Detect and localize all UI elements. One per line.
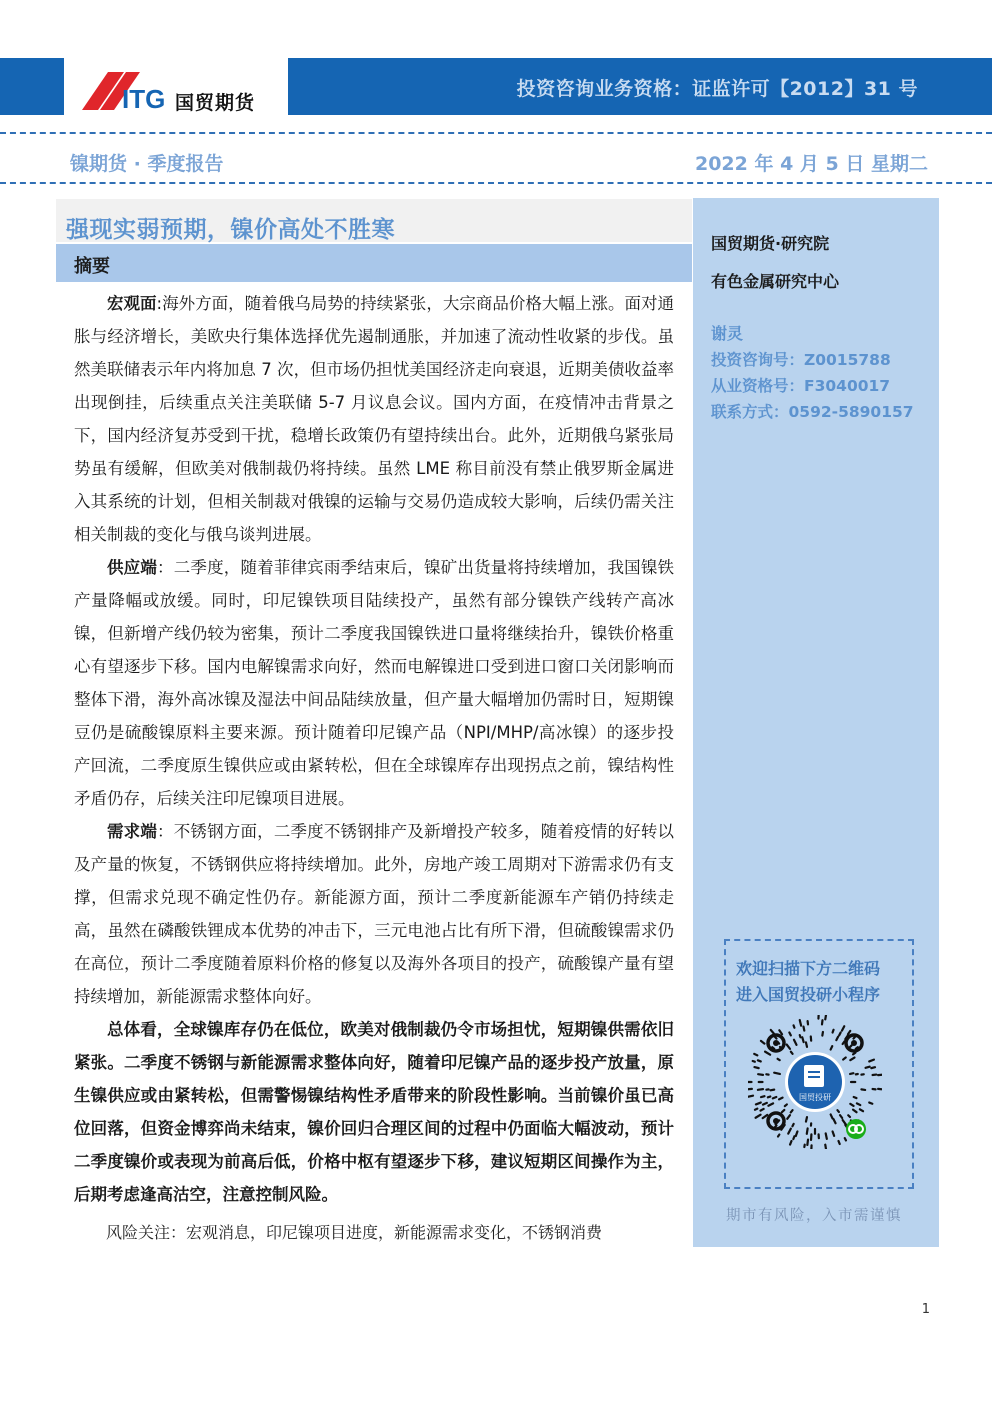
qr-dot xyxy=(871,1067,875,1068)
report-title: 强现实弱预期，镍价高处不胜寒 xyxy=(66,217,395,243)
qr-dot xyxy=(793,1136,794,1139)
qr-dot xyxy=(761,1041,764,1044)
qr-dot xyxy=(839,1033,840,1036)
qr-dot xyxy=(791,1110,793,1112)
qr-dot xyxy=(758,1089,763,1090)
qr-dot xyxy=(850,1104,853,1106)
qr-dot xyxy=(845,1138,846,1140)
qr-dot xyxy=(833,1119,835,1123)
qr-dot xyxy=(768,1097,770,1098)
qr-dot xyxy=(761,1096,764,1097)
qr-dot xyxy=(854,1097,857,1098)
qr-dot xyxy=(768,1103,773,1105)
qr-dot xyxy=(837,1110,838,1112)
qr-finder-center xyxy=(773,1118,779,1124)
qr-dot xyxy=(771,1030,774,1034)
qr-dot xyxy=(836,1037,838,1040)
qr-dot xyxy=(853,1110,857,1113)
qr-dot xyxy=(800,1035,801,1037)
qr-dot xyxy=(789,1032,790,1035)
qr-dot xyxy=(807,1128,808,1133)
qr-dot xyxy=(831,1046,833,1049)
macro-lead: 宏观面 xyxy=(107,294,157,313)
abstract-header-bar xyxy=(56,244,692,282)
qr-dot xyxy=(755,1109,757,1110)
qr-dot xyxy=(792,1124,793,1126)
qr-dot xyxy=(765,1052,770,1055)
qr-dot xyxy=(787,1045,790,1049)
qr-dot xyxy=(774,1073,780,1074)
qr-dot xyxy=(778,1059,780,1060)
report-date: 2022 年 4 月 5 日 星期二 xyxy=(694,153,928,175)
supply-paragraph xyxy=(74,551,674,815)
qr-dot xyxy=(825,1145,826,1149)
qr-dot xyxy=(787,1115,790,1119)
qr-dot xyxy=(779,1098,783,1100)
qr-dot xyxy=(756,1115,761,1118)
qr-dot xyxy=(869,1103,872,1104)
qualification-number: 从业资格号：F3040017 xyxy=(711,377,891,395)
qr-dot xyxy=(839,1141,840,1144)
qr-dot xyxy=(790,1141,791,1145)
qr-dot xyxy=(857,1103,860,1105)
qr-dot xyxy=(791,1052,793,1054)
macro-text: :海外方面，随着俄乌局势的持续紧张，大宗商品价格大幅上涨。面对通胀与经济增长，美欧央行集体选择优先遏制通胀，并加速了流动性收紧的步伐。虽然美联储表示年内将加息 7 次，但市场仍担忧美国经济走向衰退，近期美债收益率出现倒挂，后续重点关注美联储 5-7 月议息会议。国内方面，在疫情冲击背景之下，国内经济复苏受到干扰，稳增长政策仍有望持续出台。此外，近期俄乌紧张局势虽有缓解，但欧美对俄制裁仍将持续。虽然 LME 称目前没有禁止俄罗斯金属进入其系统的计划，但相关制裁对俄镍的运输与交易仍造成较大影响，后续仍需关注相关制裁的变化与俄乌谈判进展。 xyxy=(74,294,675,544)
institute-name: 国贸期货·研究院 xyxy=(711,234,830,253)
qr-dot xyxy=(843,1057,846,1059)
mini-program-code[interactable] xyxy=(748,1015,882,1149)
svg-text:ITG: ITG xyxy=(122,84,166,114)
analyst-name: 谢灵 xyxy=(711,324,744,343)
qr-dot xyxy=(850,1058,854,1061)
qr-center-label: 国贸投研 xyxy=(799,1093,831,1102)
qr-dot xyxy=(866,1067,870,1068)
qr-dot xyxy=(779,1030,782,1034)
qr-dot xyxy=(761,1109,764,1111)
page-number: 1 xyxy=(921,1302,930,1317)
qr-dot xyxy=(778,1135,779,1137)
qr-dot xyxy=(848,1031,850,1034)
qr-dot xyxy=(831,1114,833,1118)
qr-dot xyxy=(806,1117,807,1122)
qr-dot xyxy=(850,1073,853,1074)
demand-lead: 需求端 xyxy=(107,822,158,841)
report-type: 镍期货 · 季度报告 xyxy=(70,153,224,175)
qr-dot xyxy=(803,1027,804,1031)
qr-dot xyxy=(773,1097,777,1098)
qr-dot xyxy=(758,1074,763,1075)
risk-note: 风险关注：宏观消息，印尼镍项目进度，新能源需求变化，不锈钢消费 xyxy=(106,1223,603,1242)
abstract-label: 摘要 xyxy=(74,256,110,277)
qr-dot xyxy=(848,1115,850,1117)
logo-text: 国贸期货 xyxy=(175,92,256,114)
qr-dot xyxy=(840,1115,842,1118)
license-text: 投资咨询业务资格：证监许可【2012】31 号 xyxy=(516,78,918,100)
qr-dot xyxy=(763,1115,768,1118)
qr-dot xyxy=(869,1060,874,1062)
qr-caption-line2: 进入国贸投研小程序 xyxy=(736,985,881,1004)
qr-dot xyxy=(822,1020,823,1024)
qr-finder-center xyxy=(851,1040,857,1046)
qr-caption-line1: 欢迎扫描下方二维码 xyxy=(736,959,881,978)
qr-dot xyxy=(802,1037,803,1042)
risk-disclaimer: 期市有风险，入市需谨慎 xyxy=(726,1208,902,1224)
supply-text: ：二季度，随着菲律宾雨季结束后，镍矿出货量将持续增加，我国镍铁产量降幅或放缓。同时，印尼镍铁项目陆续投产，虽然有部分镍铁产线转产高冰镍，但新增产线仍较为密集，预计二季度我国镍铁进口量将继续抬升，镍铁价格重心有望逐步下移。国内电解镍需求向好，然而电解镍进口受到进口窗口关闭影响而整体下滑，海外高冰镍及湿法中间品陆续放量，但产量大幅增加仍需时日，短期镍豆仍是硫酸镍原料主要来源。预计随着印尼镍产品（NPI/MHP/高冰镍）的逐步投产回流，二季度原生镍供应或由紧转松，但在全球镍库存出现拐点之前，镍结构性矛盾仍存，后续关注印尼镍项目进展。 xyxy=(74,558,675,808)
qr-dot xyxy=(788,1129,791,1134)
qr-dot xyxy=(794,1025,795,1027)
qr-dot xyxy=(763,1103,767,1105)
qr-dot xyxy=(754,1054,757,1055)
consult-number: 投资咨询号：Z0015788 xyxy=(711,351,891,369)
qr-finder-center xyxy=(773,1040,779,1046)
qr-dot xyxy=(754,1067,758,1068)
qr-dot xyxy=(806,1042,807,1047)
qr-dot xyxy=(833,1131,835,1135)
abstract-body xyxy=(74,287,674,1211)
qr-dot xyxy=(748,1089,752,1090)
qr-dot xyxy=(833,1030,834,1033)
qr-dot xyxy=(770,1090,774,1091)
qr-dot xyxy=(822,1032,823,1036)
divider-top xyxy=(0,132,992,134)
macro-paragraph xyxy=(74,287,674,551)
qr-dot xyxy=(782,1110,784,1112)
contact-info: 联系方式：0592-5890157 xyxy=(711,403,914,421)
qr-dot xyxy=(860,1109,863,1111)
header-band-left xyxy=(0,58,64,115)
qr-dot xyxy=(796,1131,798,1136)
qr-dot xyxy=(826,1133,827,1139)
demand-text: ：不锈钢方面，二季度不锈钢排产及新增投产较多，随着疫情的好转以及产量的恢复，不锈钢供应将持续增加。此外，房地产竣工周期对下游需求仍有支撑，但需求兑现不确定性仍存。新能源方面，预计二季度新能源车产销仍持续走高，虽然在磷酸铁锂成本优势的冲击下，三元电池占比有所下滑，但硫酸镍需求仍在高位，预计二季度随着原料价格的修复以及海外各项目的投产，硫酸镍产量有望持续增加，新能源需求整体向好。 xyxy=(74,822,675,1006)
qr-dot xyxy=(753,1061,755,1062)
qr-dot xyxy=(861,1089,865,1090)
qr-dot xyxy=(758,1060,761,1061)
summary-paragraph: 总体看，全球镍库存仍在低位，欧美对俄制裁仍令市场担忧，短期镍供需依旧紧张。二季度不锈钢与新能源需求整体向好，随着印尼镍产品的逐步投产放量，原生镍供应或由紧转松，但需警惕镍结构性矛盾带来的阶段性影响。当前镍价虽已高位回落，但资金博弈尚未结束，镍价回归合理区间的过程中仍面临大幅波动，预计二季度镍价或表现为前高后低，价格中枢有望逐步下移，建议短期区间操作为主，后期考虑逢高沽空，注意控制风险。 xyxy=(74,1020,674,1204)
qr-dot xyxy=(842,1026,844,1030)
qr-dot xyxy=(807,1140,808,1145)
qr-dot xyxy=(794,1040,797,1045)
divider-bottom xyxy=(0,182,992,184)
qr-dot xyxy=(800,1020,801,1026)
qr-dot xyxy=(825,1015,826,1019)
qr-dot xyxy=(756,1103,761,1105)
qr-dot xyxy=(785,1104,787,1106)
demand-paragraph xyxy=(74,815,674,1013)
research-center: 有色金属研究中心 xyxy=(711,272,840,291)
qr-dot xyxy=(853,1053,855,1055)
supply-lead: 供应端 xyxy=(107,558,158,577)
qr-dot xyxy=(748,1096,753,1097)
